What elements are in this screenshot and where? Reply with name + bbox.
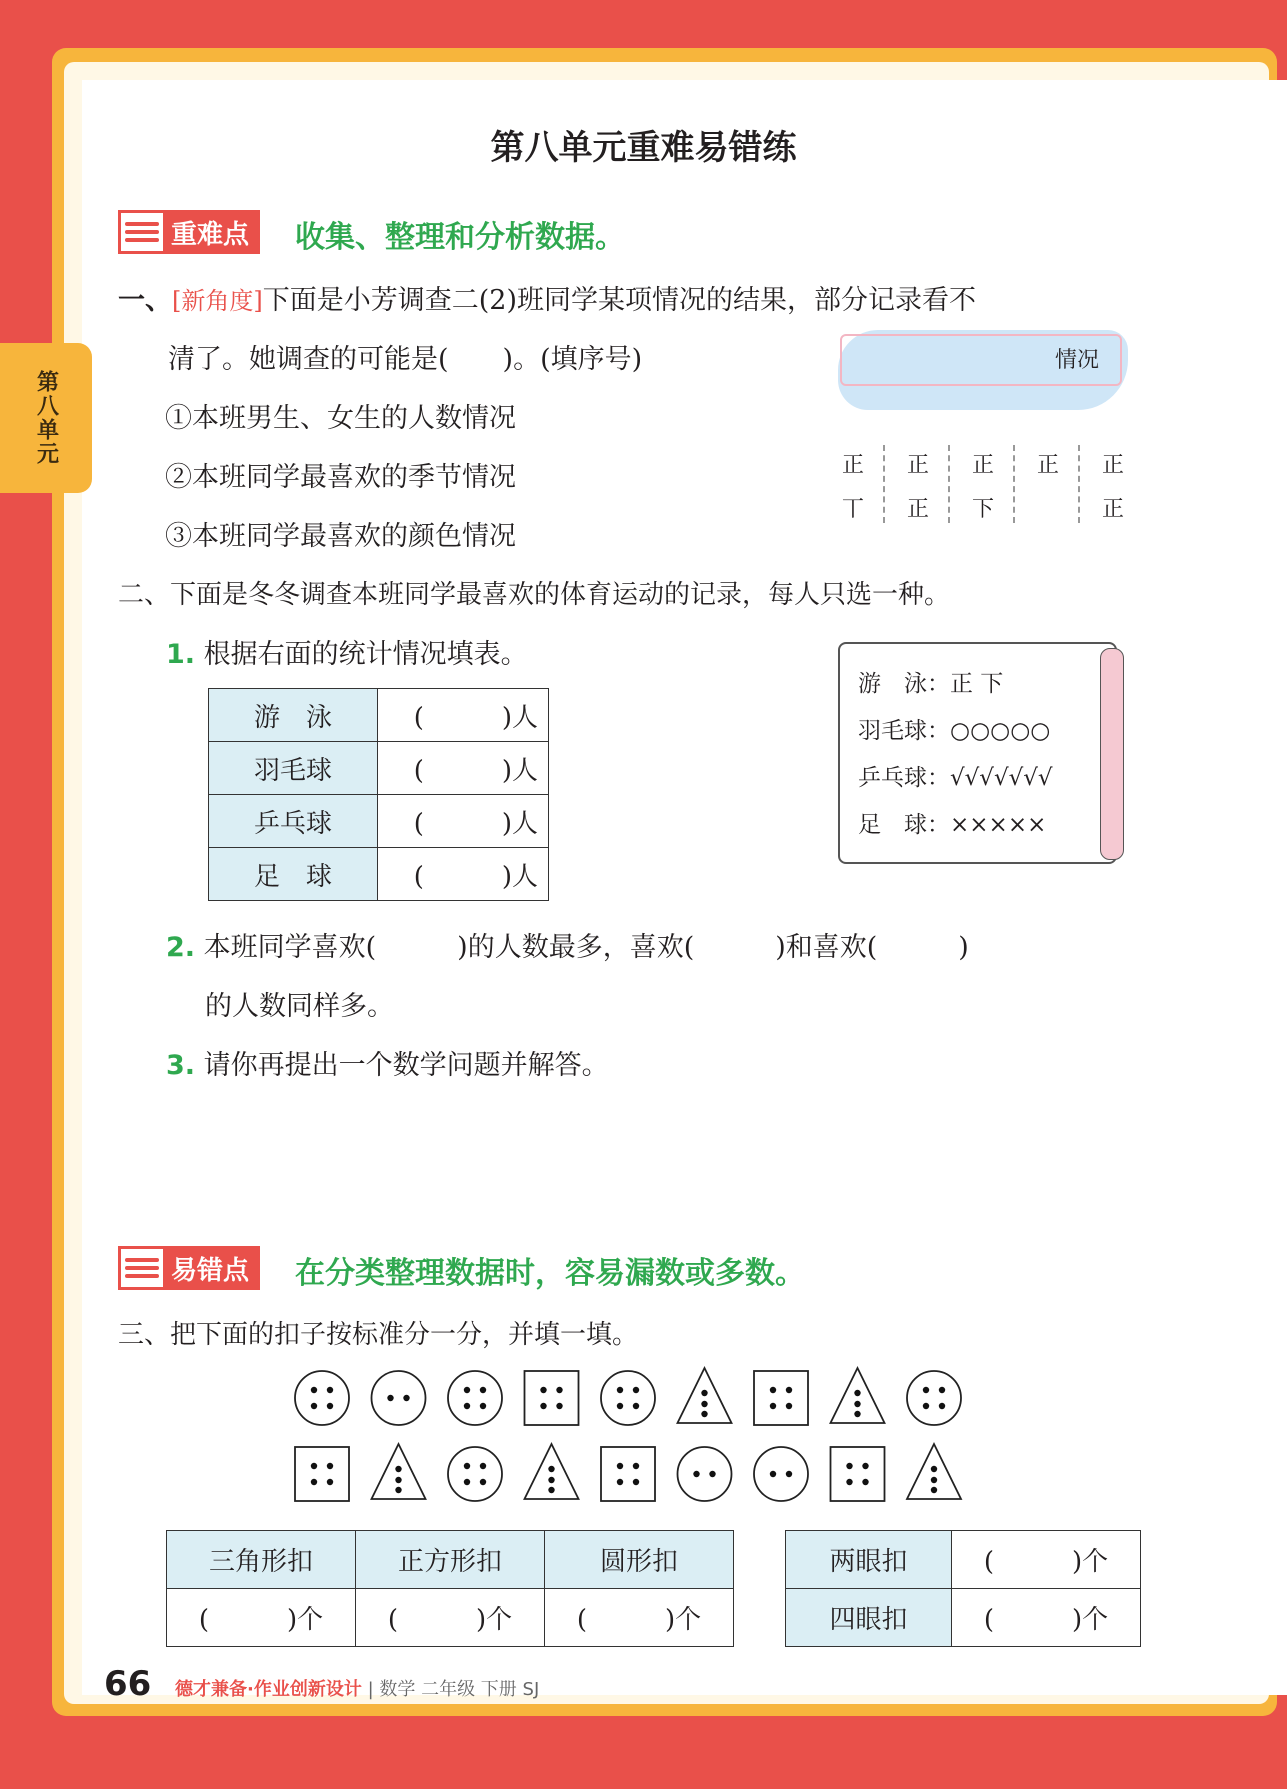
q2-sub2-line1 xyxy=(166,925,969,964)
tally-divider xyxy=(1013,445,1015,523)
table-row xyxy=(209,848,549,901)
tally-divider xyxy=(883,445,885,523)
tally-bottom-2: 正 xyxy=(906,497,929,522)
q1-line1 xyxy=(118,278,976,317)
q2-sub2-number: 2. xyxy=(166,932,196,963)
tally-top-3: 正 xyxy=(971,453,994,478)
q2-sub2-text: 本班同学喜欢( )的人数最多，喜欢( )和喜欢( ) xyxy=(203,932,969,963)
hole-blank[interactable]: ( )个 xyxy=(952,1589,1141,1647)
shape-blank[interactable]: ( )个 xyxy=(167,1589,356,1647)
triangle-button-3-holes xyxy=(907,1444,961,1499)
buttons-illustration xyxy=(280,1360,980,1520)
sport-blank[interactable]: ( )人 xyxy=(378,689,549,742)
shape-blank[interactable]: ( )个 xyxy=(356,1589,545,1647)
table-row xyxy=(167,1531,734,1589)
page-title: 第八单元重难易错练 xyxy=(490,128,797,168)
hole-count-table xyxy=(785,1530,1141,1647)
shape-header: 三角形扣 xyxy=(167,1531,356,1589)
unit-side-tab xyxy=(0,343,92,493)
table-row xyxy=(209,742,549,795)
circle-button-2-holes xyxy=(754,1447,808,1501)
square-button-4-holes xyxy=(525,1371,579,1425)
sport-blank[interactable]: ( )人 xyxy=(378,742,549,795)
unit-side-tab-label: 第八单元 xyxy=(33,370,59,466)
shape-header: 正方形扣 xyxy=(356,1531,545,1589)
table-row xyxy=(209,689,549,742)
tally-divider xyxy=(1078,445,1080,523)
tally-top-5: 正 xyxy=(1101,453,1124,478)
error-point-badge xyxy=(118,1246,260,1290)
record-line: 足 球：××××× xyxy=(858,812,1047,838)
sport-name: 足 球 xyxy=(209,848,378,901)
hole-name: 四眼扣 xyxy=(786,1589,952,1647)
circle-button-4-holes xyxy=(295,1371,349,1425)
shape-blank[interactable]: ( )个 xyxy=(545,1589,734,1647)
hole-name: 两眼扣 xyxy=(786,1531,952,1589)
key-point-label: 重难点 xyxy=(163,213,257,251)
square-button-4-holes xyxy=(754,1371,808,1425)
sport-name: 乒乓球 xyxy=(209,795,378,848)
record-line: 乒乓球：√√√√√√√ xyxy=(858,765,1053,791)
square-button-4-holes xyxy=(831,1447,885,1501)
tally-top-4: 正 xyxy=(1036,453,1059,478)
tally-top-2: 正 xyxy=(906,453,929,478)
sport-name: 羽毛球 xyxy=(209,742,378,795)
footer-info: | 数学 二年级 下册 SJ xyxy=(367,1679,540,1700)
triangle-button-3-holes xyxy=(525,1444,579,1499)
record-line: 游 泳：正 下 xyxy=(858,671,1004,697)
triangle-button-3-holes xyxy=(831,1368,885,1423)
q1-option-3: ③本班同学最喜欢的颜色情况 xyxy=(165,521,516,552)
circle-button-2-holes xyxy=(678,1447,732,1501)
q2-sub3-number: 3. xyxy=(166,1050,196,1081)
stripes-icon xyxy=(121,1249,163,1287)
sport-count-table xyxy=(208,688,549,901)
q2-sub1-text: 根据右面的统计情况填表。 xyxy=(203,639,528,670)
footer-text xyxy=(175,1675,539,1701)
record-label: 情况 xyxy=(1055,348,1100,373)
key-point-topic: 收集、整理和分析数据。 xyxy=(295,220,625,255)
sport-blank[interactable]: ( )人 xyxy=(378,848,549,901)
q1-line2: 清了。她调查的可能是( )。(填序号) xyxy=(168,344,643,375)
q2-sub3-text: 请你再提出一个数学问题并解答。 xyxy=(203,1050,609,1081)
shape-count-table xyxy=(166,1530,734,1647)
q2-sub2-line2: 的人数同样多。 xyxy=(205,991,394,1022)
stripes-icon xyxy=(121,213,163,251)
circle-button-2-holes xyxy=(372,1371,426,1425)
q1-text-1: 下面是小芳调查二(2)班同学某项情况的结果，部分记录看不 xyxy=(262,285,976,316)
record-line: 羽毛球：○○○○○ xyxy=(858,718,1051,744)
error-point-topic: 在分类整理数据时，容易漏数或多数。 xyxy=(295,1256,805,1291)
key-point-badge xyxy=(118,210,260,254)
tally-divider xyxy=(948,445,950,523)
q2-sub1 xyxy=(166,632,528,671)
error-point-label: 易错点 xyxy=(163,1249,257,1287)
new-angle-tag: [新角度] xyxy=(172,287,263,315)
tally-top-1: 正 xyxy=(841,453,864,478)
table-row xyxy=(786,1589,1141,1647)
footer-brand: 德才兼备·作业创新设计 xyxy=(175,1679,362,1700)
circle-button-4-holes xyxy=(601,1371,655,1425)
q2-sub1-number: 1. xyxy=(166,639,196,670)
sport-name: 游 泳 xyxy=(209,689,378,742)
scroll-curl xyxy=(1100,648,1124,860)
q2-heading: 二、下面是冬冬调查本班同学最喜欢的体育运动的记录，每人只选一种。 xyxy=(118,580,951,610)
page-number: 66 xyxy=(104,1664,152,1704)
tally-bottom-3: 下 xyxy=(971,497,994,522)
shape-header: 圆形扣 xyxy=(545,1531,734,1589)
q1-option-1: ①本班男生、女生的人数情况 xyxy=(165,403,516,434)
q1-number: 一、 xyxy=(118,285,172,316)
square-button-4-holes xyxy=(295,1447,349,1501)
q1-option-2: ②本班同学最喜欢的季节情况 xyxy=(165,462,516,493)
q3-heading: 三、把下面的扣子按标准分一分，并填一填。 xyxy=(118,1320,639,1350)
tally-bottom-5: 正 xyxy=(1101,497,1124,522)
triangle-button-3-holes xyxy=(678,1368,732,1423)
circle-button-4-holes xyxy=(448,1447,502,1501)
triangle-button-3-holes xyxy=(372,1444,426,1499)
circle-button-4-holes xyxy=(907,1371,961,1425)
q2-sub3 xyxy=(166,1043,609,1082)
square-button-4-holes xyxy=(601,1447,655,1501)
table-row xyxy=(209,795,549,848)
circle-button-4-holes xyxy=(448,1371,502,1425)
table-row xyxy=(786,1531,1141,1589)
hole-blank[interactable]: ( )个 xyxy=(952,1531,1141,1589)
table-row xyxy=(167,1589,734,1647)
tally-bottom-1: 丅 xyxy=(841,497,864,522)
sport-blank[interactable]: ( )人 xyxy=(378,795,549,848)
